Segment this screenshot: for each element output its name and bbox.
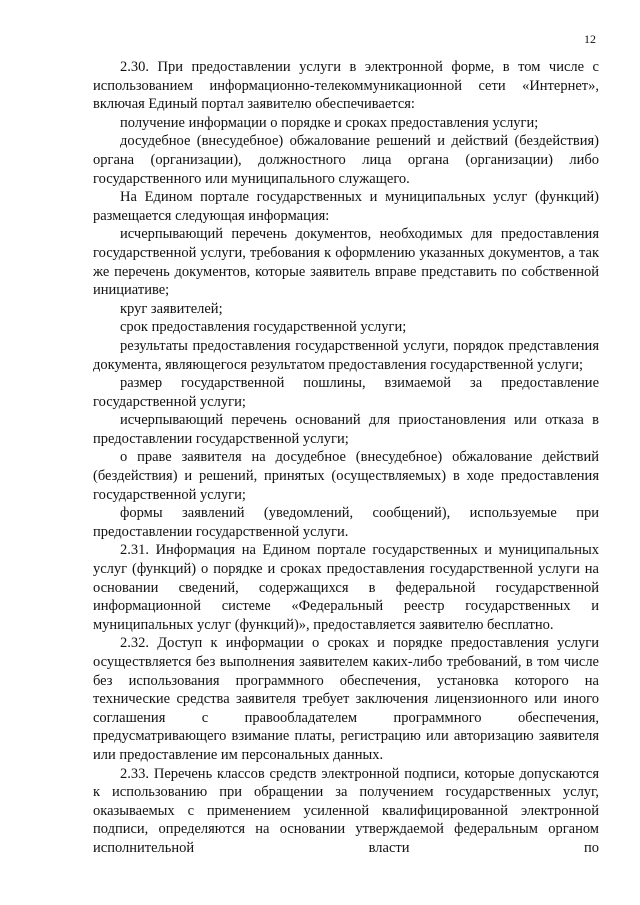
paragraph-2-30: 2.30. При предоставлении услуги в электронной форме, в том числе с использованием информационно-телекоммуникационной сети «Интернет», включая Единый портал заявителю обеспечивается: xyxy=(93,59,599,113)
page-number: 12 xyxy=(584,32,596,46)
list-item-results: результаты предоставления государственной услуги, порядок представления документа, являющегося результатом предоставления государственной услуги; xyxy=(93,337,599,373)
list-item-applicants: круг заявителей; xyxy=(120,300,223,317)
paragraph-2-33: 2.33. Перечень классов средств электронной подписи, которые допускаются к использованию при обращении за получением государственных услуг, оказываемых с применением усиленной квалифицированной электронной подписи, определяются на основании утверждаемой федеральным органом исполнительной власти по xyxy=(93,765,599,856)
list-item-term: срок предоставления государственной услуги; xyxy=(120,319,407,336)
paragraph-info-receipt: получение информации о порядке и сроках предоставления услуги; xyxy=(120,114,539,131)
list-item-fee: размер государственной пошлины, взимаемой за предоставление государственной услуги; xyxy=(93,375,599,410)
paragraph-2-31: 2.31. Информация на Едином портале государственных и муниципальных услуг (функций) о порядке и сроках предоставления государственной услуги на основании сведений, содержащихся в федеральной государственной информационной системе «Федеральный реестр государственных и муниципальных услуг (функций)», предоставляется заявителю бесплатно. xyxy=(93,542,599,633)
list-item-forms: формы заявлений (уведомлений, сообщений), используемые при предоставлении государственной услуги. xyxy=(93,505,599,540)
list-item-appeal-right: о праве заявителя на досудебное (внесудебное) обжалование действий (бездействия) и решений, принятых (осуществляемых) в ходе предоставления государственной услуги; xyxy=(93,449,599,503)
paragraph-portal-info: На Едином портале государственных и муниципальных услуг (функций) размещается следующая информация: xyxy=(93,189,599,224)
list-item-documents: исчерпывающий перечень документов, необходимых для предоставления государственной услуги, требования к оформлению указанных документов, а так же перечень документов, которые заявитель вправе представить по собственной инициативе; xyxy=(93,226,599,299)
paragraph-pretrial-appeal: досудебное (внесудебное) обжалование решений и действий (бездействия) органа (организации), должностного лица органа (организации) либо государственного или муниципального служащего. xyxy=(93,133,599,187)
document-body xyxy=(93,58,599,858)
list-item-grounds: исчерпывающий перечень оснований для приостановления или отказа в предоставлении государственной услуги; xyxy=(93,412,599,447)
paragraph-2-32: 2.32. Доступ к информации о сроках и порядке предоставления услуги осуществляется без выполнения заявителем каких-либо требований, в том числе без использования программного обеспечения, установка которого на технические средства заявителя требует заключения лицензионного или иного соглашения с правообладателем программного обеспечения, предусматривающего взимание платы, регистрацию или авторизацию заявителя или предоставление им персональных данных. xyxy=(93,635,599,763)
